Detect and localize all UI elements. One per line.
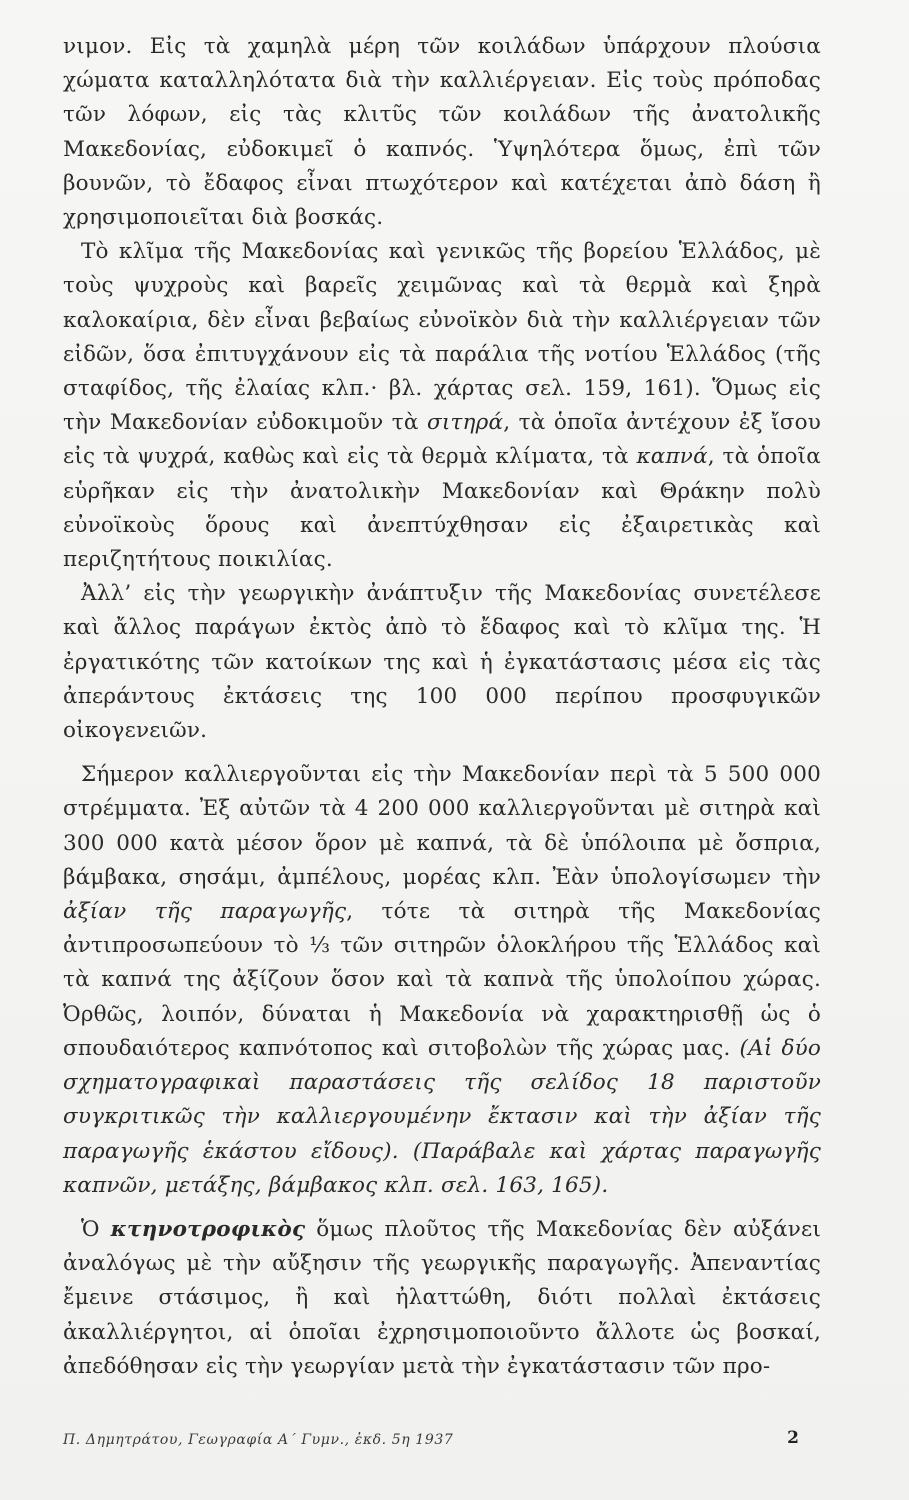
emphasis-tobacco: καπνά	[636, 444, 708, 470]
emphasis-livestock: κτηνοτροφικὸς	[110, 1216, 306, 1242]
paragraph-livestock	[63, 1213, 821, 1384]
emphasis-production-value: ἀξίαν τῆς παραγωγῆς	[63, 899, 347, 925]
text-span: Ἀλλ’ εἰς τὴν γεωργικὴν ἀνάπτυξιν τῆς Μακεδονίας συνετέλεσε καὶ ἄλλος παράγων ἐκτὸς ἀπὸ τὸ ἔδαφος καὶ τὸ κλῖμα της. Ἡ ἐργατικότης τῶν κατοίκων της καὶ ἡ ἐγκατάστασις μέσα εἰς τὰς ἀπεράντους ἐκτάσεις της 100 000 περίπου προσφυγικῶν οἰκογενειῶν.	[63, 581, 821, 744]
emphasis-grains: σιτηρά	[426, 410, 504, 436]
text-span: Σήμερον καλλιεργοῦνται εἰς τὴν Μακεδονίαν περὶ τὰ 5 500 000 στρέμματα. Ἐξ αὐτῶν τὰ 4 200 000 καλλιεργοῦνται μὲ σιτηρὰ καὶ 300 000 κατὰ μέσον ὅρον μὲ καπνά, τὰ δὲ ὑπόλοιπα μὲ ὄσπρια, βάμβακα, σησάμι, ἀμπέλους, μορέας κλπ. Ἐὰν ὑπολογίσωμεν τὴν	[63, 762, 821, 890]
text-span: νιμον. Εἰς τὰ χαμηλὰ μέρη τῶν κοιλάδων ὑπάρχουν πλούσια χώματα καταλληλότατα διὰ τὴν καλλιέργειαν. Εἰς τοὺς πρόποδας τῶν λόφων, εἰς τὰς κλιτῦς τῶν κοιλάδων τῆς ἀνατολικῆς Μακεδονίας, εὐδοκιμεῖ ὁ καπνός. Ὑψηλότερα ὅμως, ἐπὶ τῶν βουνῶν, τὸ ἔδαφος εἶναι πτωχότερον καὶ κατέχεται ἀπὸ δάση ἢ χρησιμοποιεῖται διὰ βοσκάς.	[63, 34, 821, 231]
text-span: , τὰ ὁποῖα εὑρῆκαν εἰς τὴν ἀνατολικὴν Μακεδονίαν καὶ Θράκην πολὺ εὐνοϊκοὺς ὅρους καὶ ἀνεπτύχθησαν εἰς ἐξαιρετικὰς καὶ περιζητήτους ποικιλίας.	[63, 444, 821, 573]
text-span: , τὰ ὁποῖα ἀντέχουν ἐξ ἴσου εἰς τὰ ψυχρά, καθὼς καὶ εἰς τὰ θερμὰ κλίματα, τὰ	[63, 410, 821, 470]
footer-credit: Π. Δημητράτου, Γεωγραφία Α΄ Γυμν., ἐκδ. 5η 1937	[63, 1432, 454, 1448]
paragraph-cultivation	[63, 758, 821, 1203]
page-footer	[63, 1428, 821, 1448]
body-text	[63, 30, 821, 1384]
text-span: ὅμως πλοῦτος τῆς Μακεδονίας δὲν αὐξάνει ἀναλόγως μὲ τὴν αὔξησιν τῆς γεωργικῆς παραγωγῆς. Ἀπεναντίας ἔμεινε στάσιμος, ἢ καὶ ἠλαττώθη, διότι πολλαὶ ἐκτάσεις ἀκαλλιέργητοι, αἱ ὁποῖαι ἐχρησιμοποιοῦντο ἄλλοτε ὡς βοσκαί, ἀπεδόθησαν εἰς τὴν γεωργίαν μετὰ τὴν ἐγκατάστασιν τῶν προ-	[63, 1216, 821, 1379]
text-span: Τὸ κλῖμα τῆς Μακεδονίας καὶ γενικῶς τῆς βορείου Ἑλλάδος, μὲ τοὺς ψυχροὺς καὶ βαρεῖς χειμῶνας καὶ τὰ θερμὰ καὶ ξηρὰ καλοκαίρια, δὲν εἶναι βεβαίως εὐνοϊκὸν διὰ τὴν καλλιέργειαν τῶν εἰδῶν, ὅσα ἐπιτυγχάνουν εἰς τὰ παράλια τῆς νοτίου Ἑλλάδος (τῆς σταφίδος, τῆς ἐλαίας κλπ.· βλ. χάρτας σελ. 159, 161). Ὅμως εἰς τὴν Μακεδονίαν εὐδοκιμοῦν τὰ	[63, 239, 821, 436]
page-number: 2	[787, 1428, 799, 1448]
text-span: Ὁ	[81, 1216, 111, 1242]
figure-reference-note: (Αἱ δύο σχηματογραφικαὶ παραστάσεις τῆς σελίδος 18 παριστοῦν συγκριτικῶς τὴν καλλιεργουμένην ἔκτασιν καὶ τὴν ἀξίαν τῆς παραγωγῆς ἑκάστου εἴδους). (Παράβαλε καὶ χάρτας παραγωγῆς καπνῶν, μετάξης, βάμβακος κλπ. σελ. 163, 165).	[63, 1035, 821, 1198]
paragraph-climate	[63, 235, 821, 577]
paragraph-soil	[63, 30, 821, 235]
text-span: , τότε τὰ σιτηρὰ τῆς Μακεδονίας ἀντιπροσωπεύουν τὸ ⅓ τῶν σιτηρῶν ὁλοκλήρου τῆς Ἑλλάδος καὶ τὰ καπνά της ἀξίζουν ὅσον καὶ τὰ καπνὰ τῆς ὑπολοίπου χώρας. Ὀρθῶς, λοιπόν, δύναται ἡ Μακεδονία νὰ χαρακτηρισθῇ ὡς ὁ σπουδαιότερος καπνότοπος καὶ σιτοβολὼν τῆς χώρας μας.	[63, 899, 821, 1061]
paragraph-refugees	[63, 577, 821, 748]
